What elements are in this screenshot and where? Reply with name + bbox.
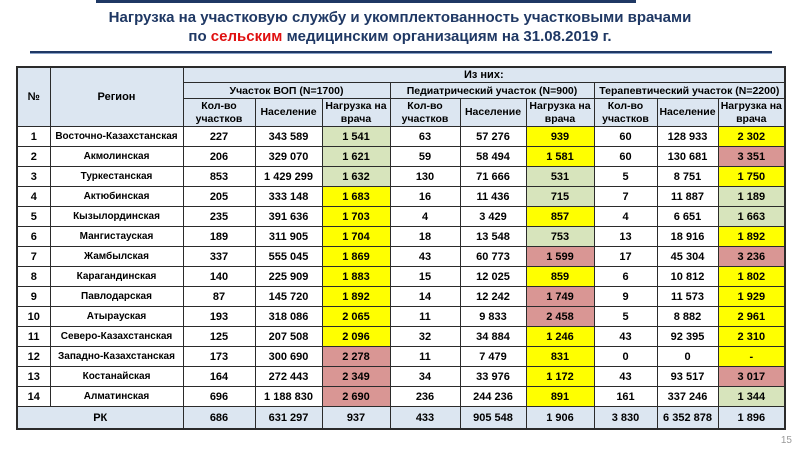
row-number: 10 [17, 307, 50, 327]
ter-nagruzka-value: 3 351 [718, 147, 785, 167]
vop-nagruzka-value: 1 869 [322, 247, 390, 267]
vop-uchastki-value: 337 [183, 247, 255, 267]
vop-uchastki-value: 853 [183, 167, 255, 187]
ter-naselenie-value: 6 651 [657, 207, 718, 227]
vop-naselenie-value: 225 909 [255, 267, 322, 287]
vop-nagruzka-value: 1 541 [322, 127, 390, 147]
ter-uchastki-value: 5 [594, 307, 657, 327]
slide-title [0, 8, 800, 46]
vop-uchastki-value: 696 [183, 387, 255, 407]
total-value: 937 [322, 407, 390, 430]
table-row [17, 227, 785, 247]
vop-naselenie-value: 555 045 [255, 247, 322, 267]
region-name: Атырауская [50, 307, 183, 327]
ped-naselenie-value: 7 479 [460, 347, 526, 367]
vop-naselenie-value: 1 188 830 [255, 387, 322, 407]
ped-naselenie-value: 9 833 [460, 307, 526, 327]
vop-nagruzka-value: 2 349 [322, 367, 390, 387]
vop-nagruzka-value: 1 703 [322, 207, 390, 227]
ped-naselenie-value: 244 236 [460, 387, 526, 407]
vop-uchastki-value: 140 [183, 267, 255, 287]
title-line-2-suffix: медицинским организациям на 31.08.2019 г. [282, 28, 612, 45]
vop-uchastki-value: 205 [183, 187, 255, 207]
region-name: Восточно-Казахстанская [50, 127, 183, 147]
vop-nagruzka-value: 1 883 [322, 267, 390, 287]
vop-naselenie-value: 207 508 [255, 327, 322, 347]
vop-naselenie-value: 318 086 [255, 307, 322, 327]
total-value: 1 896 [718, 407, 785, 430]
ter-nagruzka-value: 1 929 [718, 287, 785, 307]
ter-col-nagruzka: Нагрузка на врача [718, 99, 785, 127]
table-row [17, 207, 785, 227]
vop-naselenie-value: 300 690 [255, 347, 322, 367]
vop-nagruzka-value: 1 892 [322, 287, 390, 307]
ter-uchastki-value: 60 [594, 147, 657, 167]
vop-naselenie-value: 145 720 [255, 287, 322, 307]
region-name: Акмолинская [50, 147, 183, 167]
col-header-region: Регион [50, 67, 183, 127]
ped-naselenie-value: 58 494 [460, 147, 526, 167]
vop-uchastki-value: 206 [183, 147, 255, 167]
vop-uchastki-value: 235 [183, 207, 255, 227]
table-row [17, 267, 785, 287]
vop-uchastki-value: 189 [183, 227, 255, 247]
row-number: 2 [17, 147, 50, 167]
vop-uchastki-value: 173 [183, 347, 255, 367]
ter-nagruzka-value: 3 236 [718, 247, 785, 267]
vop-uchastki-value: 164 [183, 367, 255, 387]
ped-naselenie-value: 3 429 [460, 207, 526, 227]
group-header-pediatric: Педиатрический участок (N=900) [390, 83, 594, 99]
total-row [17, 407, 785, 430]
ter-uchastki-value: 4 [594, 207, 657, 227]
row-number: 5 [17, 207, 50, 227]
ter-naselenie-value: 92 395 [657, 327, 718, 347]
ter-uchastki-value: 13 [594, 227, 657, 247]
ped-uchastki-value: 16 [390, 187, 460, 207]
ped-uchastki-value: 63 [390, 127, 460, 147]
ped-naselenie-value: 13 548 [460, 227, 526, 247]
row-number: 7 [17, 247, 50, 267]
vop-naselenie-value: 1 429 299 [255, 167, 322, 187]
ped-naselenie-value: 34 884 [460, 327, 526, 347]
ter-naselenie-value: 18 916 [657, 227, 718, 247]
title-line-1: Нагрузка на участковую службу и укомплектованность участковыми врачами [108, 9, 692, 26]
ter-naselenie-value: 93 517 [657, 367, 718, 387]
ped-nagruzka-value: 891 [526, 387, 594, 407]
table-row [17, 347, 785, 367]
title-line-2-prefix: по [188, 28, 211, 45]
ped-naselenie-value: 60 773 [460, 247, 526, 267]
title-highlight-selskim: сельским [210, 28, 283, 45]
region-name: Кызылординская [50, 207, 183, 227]
ter-uchastki-value: 43 [594, 327, 657, 347]
ter-uchastki-value: 43 [594, 367, 657, 387]
group-header-therapeutic: Терапевтический участок (N=2200) [594, 83, 785, 99]
ped-col-nagruzka: Нагрузка на врача [526, 99, 594, 127]
ped-uchastki-value: 43 [390, 247, 460, 267]
vop-uchastki-value: 125 [183, 327, 255, 347]
ped-uchastki-value: 11 [390, 347, 460, 367]
total-value: 3 830 [594, 407, 657, 430]
ter-naselenie-value: 0 [657, 347, 718, 367]
ped-col-naselenie: Население [460, 99, 526, 127]
vop-uchastki-value: 193 [183, 307, 255, 327]
vop-nagruzka-value: 2 096 [322, 327, 390, 347]
region-name: Северо-Казахстанская [50, 327, 183, 347]
page-number: 15 [780, 435, 792, 446]
ped-nagruzka-value: 857 [526, 207, 594, 227]
vop-naselenie-value: 333 148 [255, 187, 322, 207]
ped-nagruzka-value: 939 [526, 127, 594, 147]
ped-uchastki-value: 4 [390, 207, 460, 227]
ped-nagruzka-value: 1 749 [526, 287, 594, 307]
top-accent-bar [96, 0, 636, 3]
ped-nagruzka-value: 1 246 [526, 327, 594, 347]
title-divider [30, 51, 772, 54]
ter-naselenie-value: 8 751 [657, 167, 718, 187]
ter-uchastki-value: 17 [594, 247, 657, 267]
ter-nagruzka-value: 2 302 [718, 127, 785, 147]
vop-nagruzka-value: 2 278 [322, 347, 390, 367]
ped-nagruzka-value: 753 [526, 227, 594, 247]
ter-naselenie-value: 130 681 [657, 147, 718, 167]
ter-col-naselenie: Население [657, 99, 718, 127]
table-row [17, 327, 785, 347]
total-value: 631 297 [255, 407, 322, 430]
region-name: Костанайская [50, 367, 183, 387]
ter-uchastki-value: 161 [594, 387, 657, 407]
vop-nagruzka-value: 2 065 [322, 307, 390, 327]
row-number: 1 [17, 127, 50, 147]
table-row [17, 387, 785, 407]
group-header-vop: Участок ВОП (N=1700) [183, 83, 390, 99]
title-line-2 [0, 27, 800, 46]
total-value: 905 548 [460, 407, 526, 430]
ped-uchastki-value: 59 [390, 147, 460, 167]
table-row [17, 307, 785, 327]
vop-nagruzka-value: 1 621 [322, 147, 390, 167]
ped-nagruzka-value: 2 458 [526, 307, 594, 327]
ter-uchastki-value: 6 [594, 267, 657, 287]
ped-uchastki-value: 34 [390, 367, 460, 387]
ped-naselenie-value: 71 666 [460, 167, 526, 187]
ter-nagruzka-value: 1 892 [718, 227, 785, 247]
ped-naselenie-value: 12 242 [460, 287, 526, 307]
ped-naselenie-value: 11 436 [460, 187, 526, 207]
ter-uchastki-value: 60 [594, 127, 657, 147]
vop-nagruzka-value: 2 690 [322, 387, 390, 407]
ter-nagruzka-value: 3 017 [718, 367, 785, 387]
ped-uchastki-value: 11 [390, 307, 460, 327]
region-name: Павлодарская [50, 287, 183, 307]
ter-nagruzka-value: 1 802 [718, 267, 785, 287]
vop-naselenie-value: 391 636 [255, 207, 322, 227]
ter-uchastki-value: 5 [594, 167, 657, 187]
ped-naselenie-value: 57 276 [460, 127, 526, 147]
vop-col-naselenie: Население [255, 99, 322, 127]
row-number: 4 [17, 187, 50, 207]
ter-col-uchastki: Кол-во участков [594, 99, 657, 127]
vop-col-nagruzka: Нагрузка на врача [322, 99, 390, 127]
ped-nagruzka-value: 859 [526, 267, 594, 287]
vop-uchastki-value: 227 [183, 127, 255, 147]
ter-uchastki-value: 0 [594, 347, 657, 367]
region-name: Туркестанская [50, 167, 183, 187]
ter-nagruzka-value: 2 961 [718, 307, 785, 327]
ped-col-uchastki: Кол-во участков [390, 99, 460, 127]
ped-uchastki-value: 130 [390, 167, 460, 187]
vop-naselenie-value: 311 905 [255, 227, 322, 247]
table-row [17, 367, 785, 387]
ped-nagruzka-value: 1 599 [526, 247, 594, 267]
total-value: 6 352 878 [657, 407, 718, 430]
col-header-iz-nih: Из них: [183, 67, 785, 83]
vop-nagruzka-value: 1 683 [322, 187, 390, 207]
region-name: Карагандинская [50, 267, 183, 287]
ter-uchastki-value: 7 [594, 187, 657, 207]
total-value: 433 [390, 407, 460, 430]
ped-nagruzka-value: 531 [526, 167, 594, 187]
table-row [17, 167, 785, 187]
region-name: Западно-Казахстанская [50, 347, 183, 367]
ter-naselenie-value: 8 882 [657, 307, 718, 327]
vop-nagruzka-value: 1 704 [322, 227, 390, 247]
ter-naselenie-value: 128 933 [657, 127, 718, 147]
vop-naselenie-value: 343 589 [255, 127, 322, 147]
total-label: РК [17, 407, 183, 430]
row-number: 13 [17, 367, 50, 387]
ter-naselenie-value: 11 573 [657, 287, 718, 307]
row-number: 3 [17, 167, 50, 187]
row-number: 12 [17, 347, 50, 367]
ped-nagruzka-value: 1 581 [526, 147, 594, 167]
ped-nagruzka-value: 715 [526, 187, 594, 207]
ter-nagruzka-value: 1 344 [718, 387, 785, 407]
vop-uchastki-value: 87 [183, 287, 255, 307]
row-number: 14 [17, 387, 50, 407]
ter-naselenie-value: 11 887 [657, 187, 718, 207]
table-row [17, 187, 785, 207]
row-number: 9 [17, 287, 50, 307]
table-row [17, 247, 785, 267]
load-table [16, 66, 786, 430]
ped-naselenie-value: 12 025 [460, 267, 526, 287]
vop-col-uchastki: Кол-во участков [183, 99, 255, 127]
ter-naselenie-value: 10 812 [657, 267, 718, 287]
table-row [17, 147, 785, 167]
row-number: 6 [17, 227, 50, 247]
vop-nagruzka-value: 1 632 [322, 167, 390, 187]
row-number: 11 [17, 327, 50, 347]
table-body [17, 127, 785, 407]
row-number: 8 [17, 267, 50, 287]
ped-nagruzka-value: 1 172 [526, 367, 594, 387]
ped-uchastki-value: 32 [390, 327, 460, 347]
region-name: Жамбылская [50, 247, 183, 267]
ter-nagruzka-value: 1 189 [718, 187, 785, 207]
region-name: Актюбинская [50, 187, 183, 207]
ped-naselenie-value: 33 976 [460, 367, 526, 387]
vop-naselenie-value: 272 443 [255, 367, 322, 387]
ter-nagruzka-value: 1 663 [718, 207, 785, 227]
total-value: 686 [183, 407, 255, 430]
ped-nagruzka-value: 831 [526, 347, 594, 367]
ped-uchastki-value: 236 [390, 387, 460, 407]
ter-naselenie-value: 45 304 [657, 247, 718, 267]
ter-nagruzka-value: - [718, 347, 785, 367]
ter-nagruzka-value: 2 310 [718, 327, 785, 347]
ped-uchastki-value: 14 [390, 287, 460, 307]
table-row [17, 287, 785, 307]
ped-uchastki-value: 15 [390, 267, 460, 287]
ped-uchastki-value: 18 [390, 227, 460, 247]
col-header-no: № [17, 67, 50, 127]
table-row [17, 127, 785, 147]
vop-naselenie-value: 329 070 [255, 147, 322, 167]
total-value: 1 906 [526, 407, 594, 430]
ter-uchastki-value: 9 [594, 287, 657, 307]
ter-naselenie-value: 337 246 [657, 387, 718, 407]
region-name: Алматинская [50, 387, 183, 407]
ter-nagruzka-value: 1 750 [718, 167, 785, 187]
region-name: Мангистауская [50, 227, 183, 247]
